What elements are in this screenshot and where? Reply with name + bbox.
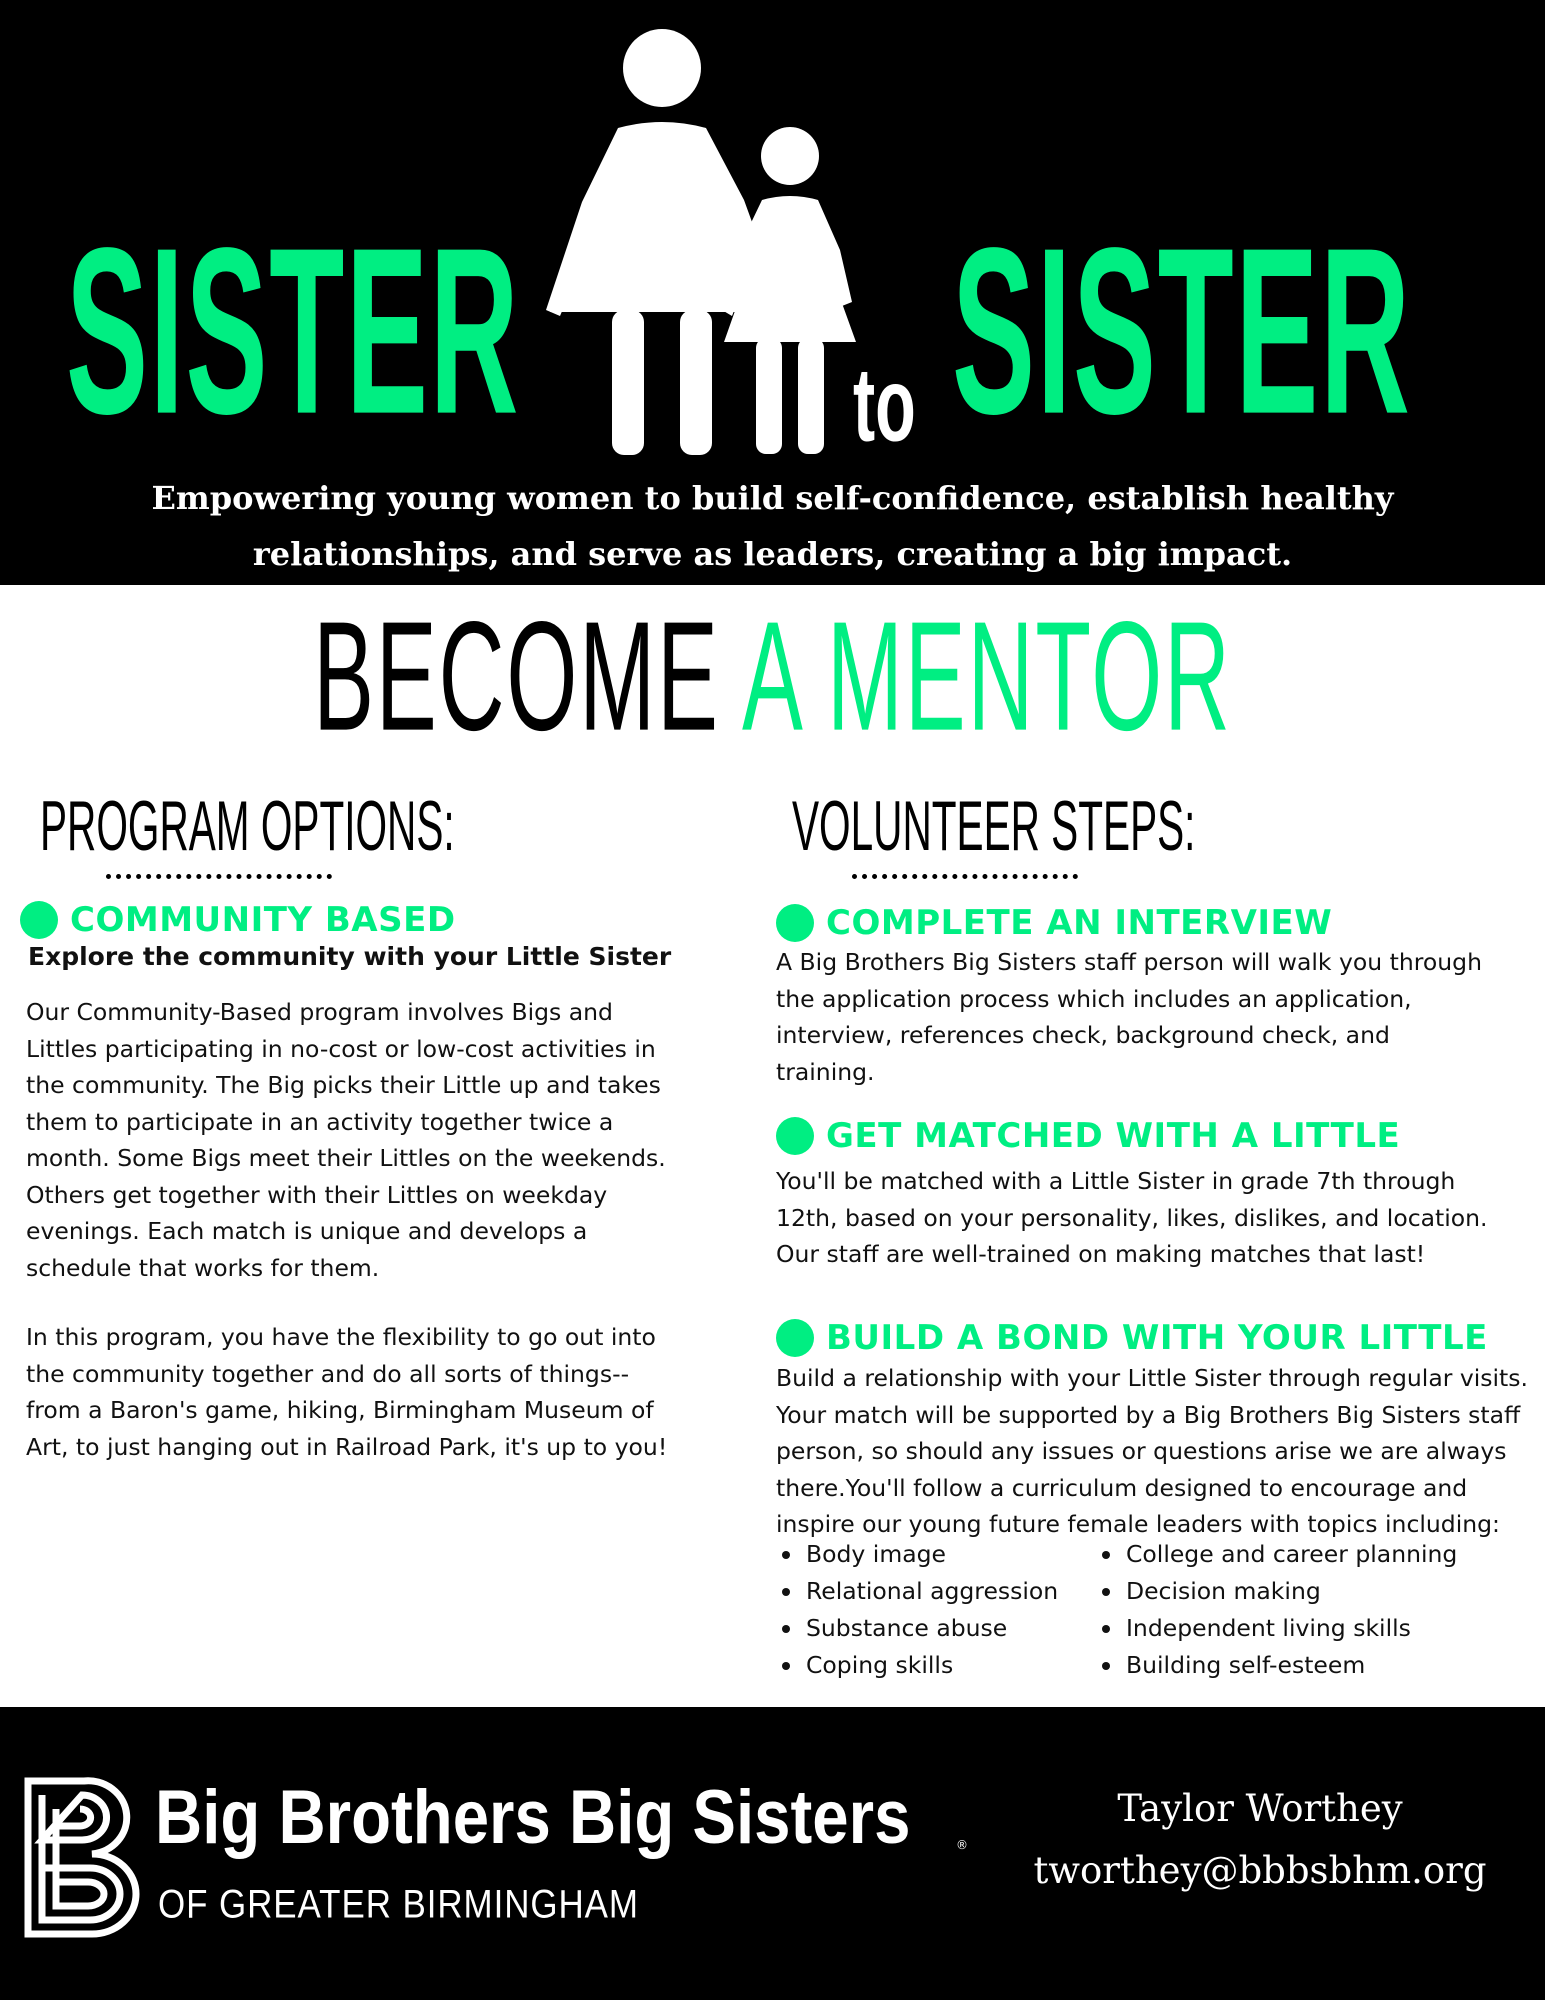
registered-mark: ® — [956, 1838, 968, 1852]
topic-item: Body image — [778, 1536, 1098, 1573]
contact-name: Taylor Worthey — [1117, 1787, 1403, 1830]
step-3-heading — [776, 1318, 1488, 1358]
community-based-heading — [20, 900, 456, 940]
topic-item: College and career planning — [1098, 1536, 1498, 1573]
community-based-paragraph-1: Our Community-Based program involves Bigs and Littles participating in no-cost or low-cost activities in the community. The Big picks their Little up and takes them to participate in an activity together twice a month. Some Bigs meet their Littles on the weekends. Others get together with their Littles on weekday evenings. Each match is unique and develops a schedule that works for them. — [26, 998, 666, 1282]
program-options-heading: PROGRAM OPTIONS: — [40, 787, 455, 867]
topic-item: Coping skills — [778, 1647, 1098, 1684]
bullet-icon — [782, 1588, 790, 1596]
bullet-icon — [1102, 1662, 1110, 1670]
green-bullet-icon — [776, 904, 814, 942]
green-bullet-icon — [776, 1319, 814, 1357]
bullet-icon — [782, 1551, 790, 1559]
volunteer-steps-heading: VOLUNTEER STEPS: — [792, 787, 1196, 867]
bullet-icon — [782, 1625, 790, 1633]
community-based-subheading: Explore the community with your Little Sister — [28, 942, 672, 971]
tagline — [0, 470, 1545, 582]
topic-item: Relational aggression — [778, 1573, 1098, 1610]
org-subtitle: OF GREATER BIRMINGHAM — [158, 1882, 639, 1927]
tagline-line-2: relationships, and serve as leaders, creating a big impact. — [252, 535, 1293, 573]
step-1-title: COMPLETE AN INTERVIEW — [826, 903, 1333, 943]
step-2-text: You'll be matched with a Little Sister in grade 7th through 12th, based on your personality, likes, dislikes, and location. Our staff are well-trained on making matches that last! — [776, 1167, 1488, 1268]
topic-item: Decision making — [1098, 1573, 1498, 1610]
program-options-underline — [106, 874, 332, 879]
tagline-line-1: Empowering young women to build self-confidence, establish healthy — [151, 479, 1394, 517]
topic-item: Substance abuse — [778, 1610, 1098, 1647]
contact-email[interactable]: tworthey@bbbsbhm.org — [1033, 1849, 1487, 1892]
woman-and-girl-figures-icon — [540, 20, 880, 460]
step-3-title: BUILD A BOND WITH YOUR LITTLE — [826, 1318, 1488, 1358]
bullet-icon — [1102, 1551, 1110, 1559]
step-1-heading — [776, 903, 1332, 943]
green-bullet-icon — [20, 901, 58, 939]
step-1-text: A Big Brothers Big Sisters staff person will walk you through the application process which includes an application, interview, references check, background check, and training. — [776, 948, 1482, 1086]
volunteer-steps-underline — [852, 874, 1078, 879]
community-based-title: COMMUNITY BASED — [70, 900, 456, 940]
step-2-heading — [776, 1116, 1400, 1156]
title-to: to — [853, 346, 916, 463]
become-word: BECOME — [313, 590, 720, 764]
become-a-mentor-heading — [0, 590, 1545, 764]
step-3-text: Build a relationship with your Little Sister through regular visits. Your match will be supported by a Big Brothers Big Sisters staff person, so should any issues or questions arise we are always there.You'll follow a curriculum designed to encourage and inspire our young future female leaders with topics including: — [776, 1364, 1528, 1538]
title-sister-left: SISTER — [66, 197, 521, 464]
bbbs-logo-icon — [22, 1775, 142, 1940]
title-sister-right: SISTER — [952, 197, 1412, 464]
step-2-title: GET MATCHED WITH A LITTLE — [826, 1116, 1401, 1156]
topic-item: Building self-esteem — [1098, 1647, 1498, 1684]
community-based-paragraph-2: In this program, you have the flexibility to go out into the community together and do all sorts of things-- from a Baron's game, hiking, Birmingham Museum of Art, to just hanging out in Railroad Park, it's up to you! — [26, 1323, 668, 1461]
green-bullet-icon — [776, 1117, 814, 1155]
a-mentor-words: A MENTOR — [741, 590, 1232, 764]
topic-item: Independent living skills — [1098, 1610, 1498, 1647]
bullet-icon — [782, 1662, 790, 1670]
bullet-icon — [1102, 1625, 1110, 1633]
topics-list — [778, 1536, 1498, 1684]
bullet-icon — [1102, 1588, 1110, 1596]
org-name: Big Brothers Big Sisters — [155, 1775, 911, 1860]
